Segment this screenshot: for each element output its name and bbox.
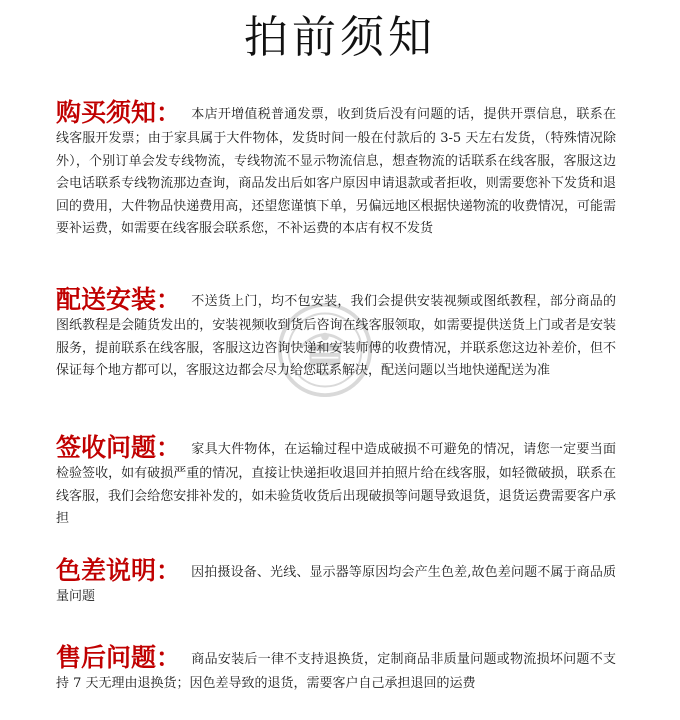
section-paragraph [56,285,616,383]
section-body: 商品安装后一律不支持退换货，定制商品非质量问题或物流损坏问题不支持 7 天无理由退换货；因色差导致的退货，需要客户自己承担退回的运费 [56,652,616,691]
section-heading: 配送安装： [56,285,182,314]
section-body: 本店开增值税普通发票，收到货后没有问题的话，提供开票信息，联系在线客服开发票；由于家具属于大件物体，发货时间一般在付款后的 3-5 天左右发货，（特殊情况除外），个别订单会发专线物流，专线物流不显示物流信息，想查物流的话联系在线客服，客服这边会电话联系专线物流那边查询，商品发出后如客户原因申请退款或者拒收，则需要您补下发货和退回的费用，大件物品快递费用高，还望您谨慎下单，另偏远地区根据快递物流的收费情况，可能需要补运费，如需要在线客服会联系您，不补运费的本店有权不发货 [56,107,616,236]
section-body: 家具大件物体，在运输过程中造成破损不可避免的情况，请您一定要当面检验签收，如有破损严重的情况，直接让快递拒收退回并拍照片给在线客服，如轻微破损，联系在线客服，我们会给您安排补发的，如未验货收货后出现破损等问题导致退货，退货运费需要客户承担 [56,442,616,526]
section-paragraph [56,643,616,696]
section-heading: 购买须知： [56,98,182,127]
section-heading: 售后问题： [56,643,182,672]
section-receipt-issues [56,433,616,531]
section-paragraph [56,556,616,609]
page-title: 拍前须知 [244,12,436,63]
section-heading: 签收问题： [56,433,182,462]
section-purchase-notice [56,98,616,241]
section-body: 因拍摄设备、光线、显示器等原因均会产生色差,故色差问题不属于商品质量问题 [56,565,616,604]
section-body: 不送货上门，均不包安装，我们会提供安装视频或图纸教程，部分商品的图纸教程是会随货发出的，安装视频收到货后咨询在线客服领取，如需要提供送货上门或者是安装服务，提前联系在线客服，客服这边咨询快递和安装师傅的收费情况，并联系您这边补差价，但不保证每个地方都可以，客服这边都会尽力给您联系解决，配送问题以当地快递配送为准 [56,294,616,378]
section-paragraph [56,433,616,531]
section-heading: 色差说明： [56,556,182,585]
section-after-sales [56,643,616,696]
section-paragraph [56,98,616,241]
section-delivery-installation [56,285,616,383]
section-color-difference [56,556,616,609]
